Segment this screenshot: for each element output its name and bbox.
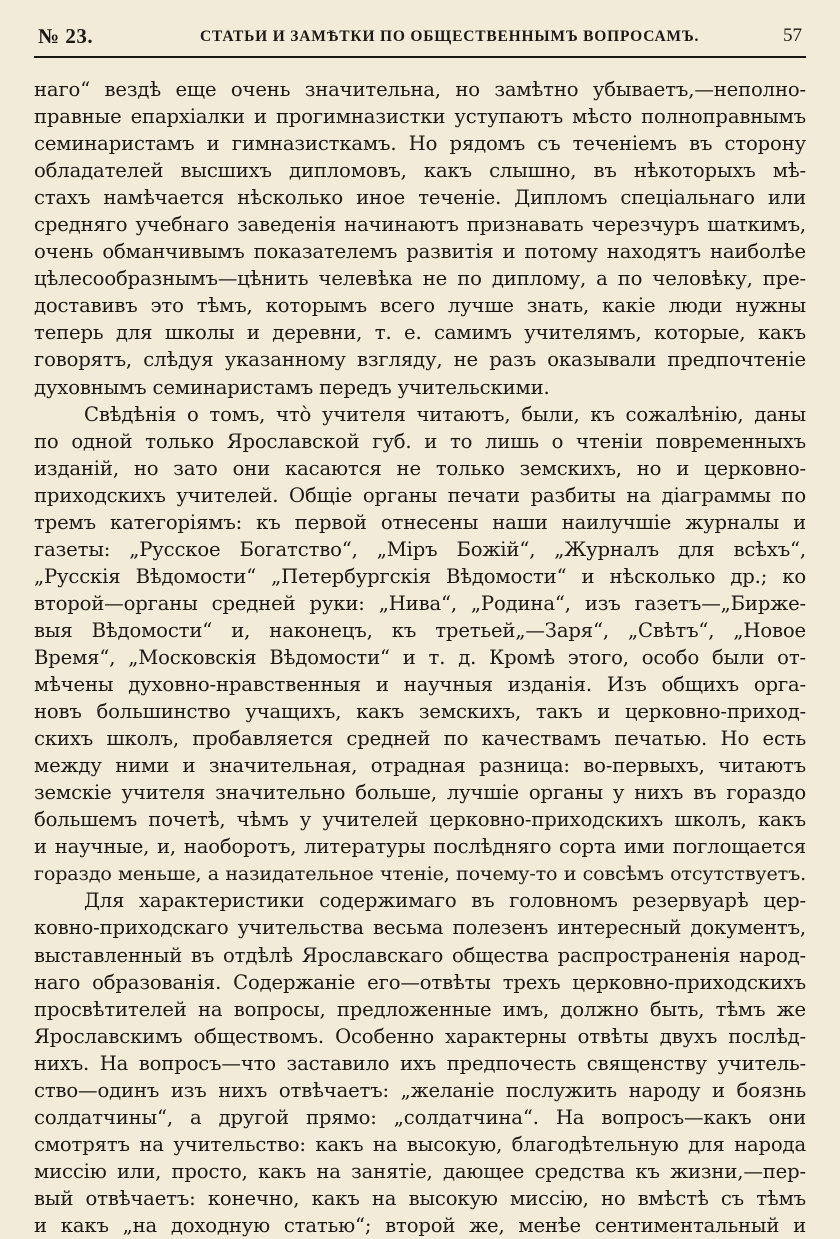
text-line: тремъ категоріямъ: къ первой отнесены наши наилучшіе журналы и	[34, 510, 806, 534]
text-line: ство—одинъ изъ нихъ отвѣчаетъ: „желаніе послужить народу и боязнь	[34, 1078, 806, 1102]
text-line: мѣчены духовно-нравственныя и научныя изданія. Изъ общихъ орга-	[34, 673, 806, 697]
section-title: СТАТЬИ И ЗАМѢТКИ ПО ОБЩЕСТВЕННЫМЪ ВОПРОСАМЪ.	[200, 28, 700, 45]
text-line: доставивъ это тѣмъ, которымъ всего лучше знать, какіе люди нужны	[34, 294, 806, 318]
text-line: правные епархіалки и прогимназистки уступаютъ мѣсто полноправнымъ	[34, 105, 806, 129]
page-number: 57	[783, 25, 802, 46]
text-line: наго образованія. Содержаніе его—отвѣты трехъ церковно-приходскихъ	[34, 970, 806, 994]
running-header	[34, 22, 806, 58]
text-line: смотрятъ на учительство: какъ на высокую, благодѣтельную для народа	[34, 1132, 806, 1156]
text-line: вый отвѣчаетъ: конечно, какъ на высокую миссію, но вмѣстѣ съ тѣмъ	[34, 1186, 806, 1210]
text-line: миссію или, просто, какъ на занятіе, дающее средства къ жизни,—пер-	[34, 1159, 806, 1183]
text-line: газеты: „Русское Богатство“, „Міръ Божій“, „Журналъ для всѣхъ“,	[34, 537, 806, 561]
text-line: между ними и значительная, отрадная разница: во-первыхъ, читаютъ	[34, 754, 806, 778]
text-line: большемъ почетѣ, чѣмъ у учителей церковно-приходскихъ школъ, какъ	[34, 808, 806, 832]
text-line: приходскихъ учителей. Общіе органы печати разбиты на діаграммы по	[34, 483, 806, 507]
text-line: изданій, но зато они касаются не только земскихъ, но и церковно-	[34, 456, 806, 480]
text-line: второй—органы средней руки: „Нива“, „Родина“, изъ газетъ—„Бирже-	[34, 591, 806, 615]
paragraph-start-line: Для характеристики содержимаго въ головномъ резервуарѣ цер-	[84, 889, 806, 913]
text-line: очень обманчивымъ показателемъ развитія и потому находятъ наиболѣе	[34, 240, 806, 264]
text-line: по одной только Ярославской губ. и то лишь о чтеніи повременныхъ	[34, 429, 806, 453]
text-line: и какъ „на доходную статью“; второй же, менѣе сентиментальный и	[34, 1213, 806, 1237]
text-line: средняго учебнаго заведенія начинаютъ признавать черезчуръ шаткимъ,	[34, 213, 806, 237]
paragraph-end-line: духовнымъ семинаристамъ передъ учительскими.	[34, 375, 550, 399]
text-line: обладателей высшихъ дипломовъ, какъ слышно, въ нѣкоторыхъ мѣ-	[34, 159, 806, 183]
text-line: нихъ. На вопросъ—что заставило ихъ предпочесть священству учитель-	[34, 1051, 806, 1075]
text-line: Ярославскимъ обществомъ. Особенно характерны отвѣты двухъ послѣд-	[34, 1024, 806, 1048]
text-line: наго“ вездѣ еще очень значительна, но замѣтно убываетъ,—неполно-	[34, 78, 806, 101]
text-line: выставленный въ отдѣлѣ Ярославскаго общества распространенія народ-	[34, 943, 806, 967]
text-line: „Русскія Вѣдомости“ „Петербургскія Вѣдомости“ и нѣсколько др.; ко	[34, 564, 806, 588]
text-line: стахъ намѣчается нѣсколько иное теченіе. Дипломъ спеціальнаго или	[34, 186, 806, 210]
text-line: ковно-приходскаго учительства весьма полезенъ интересный документъ,	[34, 916, 806, 940]
text-line: Время“, „Московскія Вѣдомости“ и т. д. Кромѣ этого, особо были от-	[34, 645, 806, 669]
text-line: и научные, и, наоборотъ, литературы послѣдняго сорта ими поглощается	[34, 835, 806, 859]
text-line: новъ большинство учащихъ, какъ земскихъ, такъ и церковно-приход-	[34, 700, 806, 724]
text-line: солдатчины“, а другой прямо: „солдатчина“. На вопросъ—какъ они	[34, 1105, 806, 1129]
text-line: скихъ школъ, пробавляется средней по качествамъ печатью. Но есть	[34, 727, 806, 751]
issue-number: № 23.	[38, 24, 94, 48]
text-line: земскіе учителя значительно больше, лучшіе органы у нихъ въ гораздо	[34, 781, 806, 805]
text-line: выя Вѣдомости“ и, наконецъ, къ третьей„—Заря“, „Свѣтъ“, „Новое	[34, 618, 806, 642]
text-line: просвѣтителей на вопросы, предложенные имъ, должно быть, тѣмъ же	[34, 997, 806, 1021]
paragraph-end-line: гораздо меньше, а назидательное чтеніе, почему-то и совсѣмъ отсутствуетъ.	[34, 862, 806, 886]
text-line: семинаристамъ и гимназисткамъ. Но рядомъ съ теченіемъ въ сторону	[34, 132, 806, 156]
article-body	[34, 76, 806, 1239]
text-line: теперь для школы и деревни, т. е. самимъ учителямъ, которые, какъ	[34, 321, 806, 345]
text-line: говорятъ, слѣдуя указанному взгляду, не разъ оказывали предпочтеніе	[34, 348, 806, 372]
text-line: цѣлесообразнымъ—цѣнить челевѣка не по диплому, а по человѣку, пре-	[34, 267, 806, 291]
paragraph-start-line: Свѣдѣнія о томъ, что̀ учителя читаютъ, были, къ сожалѣнію, даны	[84, 402, 806, 426]
